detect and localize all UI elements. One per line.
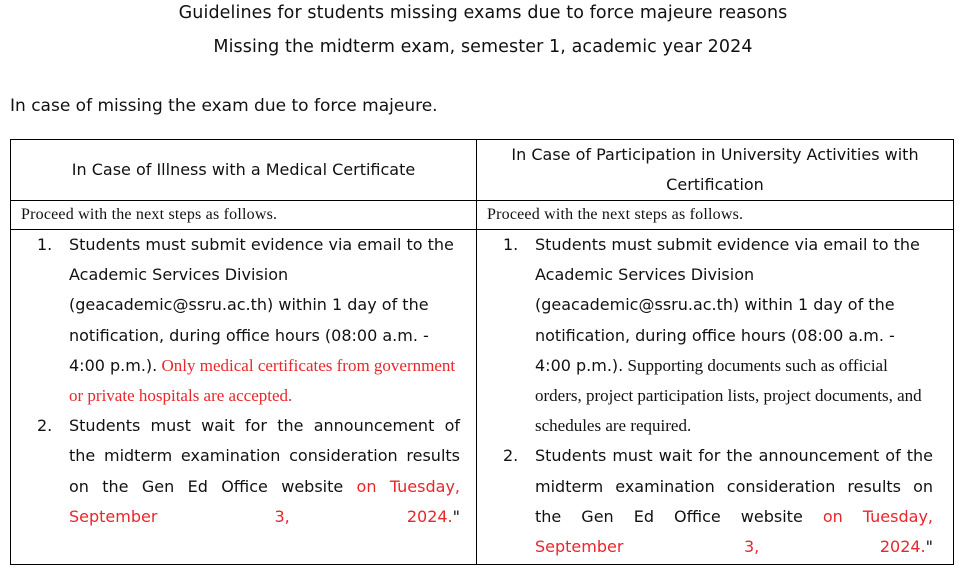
item-number: 2.	[37, 416, 53, 436]
item-quote: "	[452, 506, 460, 526]
header-illness: In Case of Illness with a Medical Certificate	[11, 140, 477, 201]
list-item	[477, 230, 953, 441]
item-text: Students must wait for the announcement of the midterm examination consideration results on the Gen Ed Office website	[69, 416, 460, 496]
list-item	[11, 411, 476, 532]
item-text: Students must submit evidence via email to the Academic Services Division (geacademic@ssru.ac.th) within 1 day of the notification, during office hours (08:00 a.m. - 4:00 p.m.).	[69, 235, 454, 375]
item-quote: "	[925, 537, 933, 557]
title-line-1: Guidelines for students missing exams due to force majeure reasons	[178, 3, 788, 23]
title-line-2: Missing the midterm exam, semester 1, academic year 2024	[213, 37, 753, 57]
item-number: 1.	[503, 235, 519, 254]
item-date: on Tuesday, September 3, 2024.	[535, 506, 934, 557]
proceed-activities: Proceed with the next steps as follows.	[477, 201, 954, 230]
item-number: 2.	[503, 446, 519, 466]
guidelines-table	[10, 139, 954, 565]
list-item	[11, 230, 476, 411]
item-number: 1.	[37, 235, 53, 254]
list-item	[477, 441, 953, 562]
proceed-illness: Proceed with the next steps as follows.	[11, 201, 477, 230]
header-activities: In Case of Participation in University Activities with Certification	[477, 140, 954, 201]
item-note: Supporting documents such as official orders, project participation lists, project documents, and schedules are required.	[535, 355, 922, 436]
item-text: Students must submit evidence via email to the Academic Services Division (geacademic@ssru.ac.th) within 1 day of the notification, during office hours (08:00 a.m. - 4:00 p.m.).	[535, 235, 920, 375]
item-date: on Tuesday, September 3, 2024.	[69, 476, 461, 526]
item-note: Only medical certificates from government or private hospitals are accepted.	[69, 355, 456, 406]
intro-text: In case of missing the exam due to force majeure.	[10, 96, 438, 116]
item-text: Students must wait for the announcement of the midterm examination consideration results on the Gen Ed Office website	[535, 446, 933, 526]
steps-activities	[477, 230, 954, 565]
steps-illness	[11, 230, 477, 565]
